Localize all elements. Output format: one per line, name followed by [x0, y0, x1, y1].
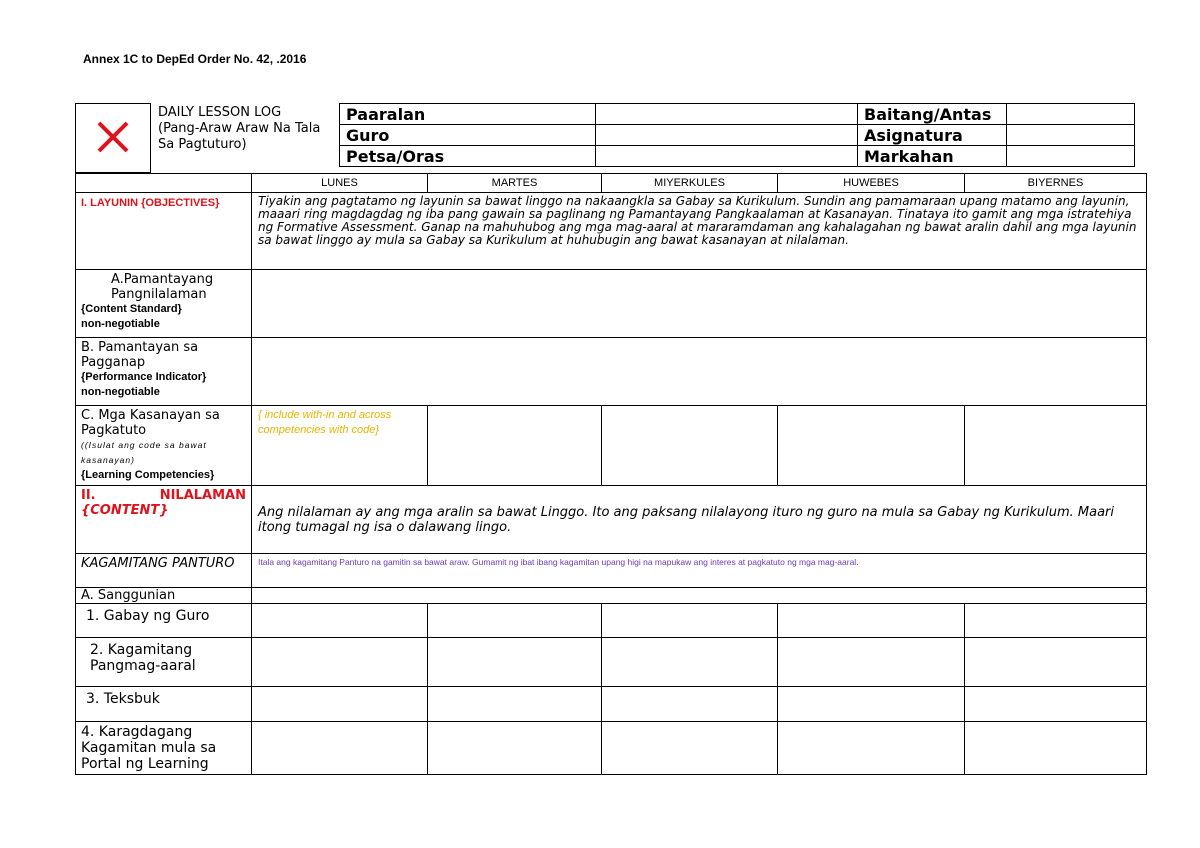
performance-row	[76, 338, 1147, 406]
reference-label: 4. Karagdagang Kagamitan mula sa Portal ng Learning	[76, 722, 252, 775]
reference-cell[interactable]	[965, 604, 1147, 638]
competencies-instruction: ((Isulat ang code sa bawat kasanayan)	[81, 440, 207, 465]
reference-cell[interactable]	[778, 604, 965, 638]
reference-cell[interactable]	[428, 638, 602, 687]
reference-cell[interactable]	[252, 722, 428, 775]
red-x-icon	[96, 120, 130, 154]
reference-cell[interactable]	[778, 687, 965, 722]
objectives-label: I. LAYUNIN {OBJECTIVES}	[81, 197, 220, 209]
field-label-asignatura: Asignatura	[858, 125, 1007, 146]
annex-reference: Annex 1C to DepEd Order No. 42, .2016	[83, 52, 307, 66]
reference-cell[interactable]	[602, 604, 778, 638]
sanggunian-cell[interactable]	[252, 588, 1147, 604]
performance-note: non-negotiable	[81, 386, 160, 398]
content-text: Ang nilalaman ay ang mga aralin sa bawat Linggo. Ito ang paksang nilalayong ituro ng guro na mula sa Gabay ng Kurikulum. Maari itong tumagal ng isa o dalawang lingo.	[252, 486, 1147, 554]
field-label-paaralan: Paaralan	[340, 104, 596, 125]
field-value-paaralan[interactable]	[596, 104, 858, 125]
day-header-row	[76, 174, 1147, 193]
field-value-baitang[interactable]	[1007, 104, 1135, 125]
performance-sub: {Performance Indicator}	[81, 371, 207, 383]
reference-cell[interactable]	[428, 687, 602, 722]
day-header: BIYERNES	[965, 174, 1147, 193]
header-fields	[339, 103, 1135, 167]
reference-cell[interactable]	[965, 638, 1147, 687]
kagamitan-label: KAGAMITANG PANTURO	[76, 554, 252, 588]
logo-placeholder	[75, 103, 151, 173]
reference-cell[interactable]	[252, 604, 428, 638]
document-title: DAILY LESSON LOG (Pang-Araw Araw Na Tala Sa Pagtuturo)	[158, 105, 321, 152]
reference-cell[interactable]	[602, 687, 778, 722]
content-row	[76, 486, 1147, 554]
reference-label: 1. Gabay ng Guro	[76, 604, 252, 638]
day-header: LUNES	[252, 174, 428, 193]
competencies-cell[interactable]	[428, 406, 602, 486]
competencies-title: C. Mga Kasanayan sa Pagkatuto	[81, 408, 220, 438]
reference-cell[interactable]	[252, 638, 428, 687]
content-standard-title: A.Pamantayang Pangnilalaman	[111, 272, 214, 302]
day-header: MIYERKULES	[602, 174, 778, 193]
competencies-cell[interactable]	[778, 406, 965, 486]
reference-row	[76, 722, 1147, 775]
reference-cell[interactable]	[252, 687, 428, 722]
reference-row	[76, 638, 1147, 687]
reference-label: 2. Kagamitang Pangmag-aaral	[76, 638, 252, 687]
reference-row	[76, 604, 1147, 638]
content-standard-sub: {Content Standard}	[81, 303, 182, 315]
reference-cell[interactable]	[428, 722, 602, 775]
reference-cell[interactable]	[778, 722, 965, 775]
field-value-petsa[interactable]	[596, 146, 858, 167]
competencies-row	[76, 406, 1147, 486]
objectives-text: Tiyakin ang pagtatamo ng layunin sa bawat linggo na nakaangkla sa Gabay sa Kurikulum. Sundin ang pamamaraan upang matamo ang layunin, maaari ring magdagdag ng iba pang gawain sa paglinang ng Pamantayang Pangkaalaman at Kasanayan. Tinataya ito gamit ang mga istratehiya ng Formative Assessment. Ganap na mahuhubog ang mga mag-aaral at mararamdaman ang kahalagahan ng bawat aralin dahil ang mga layunin sa bawat linggo ay mula sa Gabay sa Kurikulum at huhubugin ang bawat kasanayan at nilalaman.	[252, 193, 1147, 270]
field-value-asignatura[interactable]	[1007, 125, 1135, 146]
corner-cell	[76, 174, 252, 193]
competencies-sub: {Learning Competencies}	[81, 469, 215, 481]
lesson-log-header	[75, 103, 1146, 173]
reference-cell[interactable]	[965, 722, 1147, 775]
field-label-guro: Guro	[340, 125, 596, 146]
objectives-row	[76, 193, 1147, 270]
field-label-petsa: Petsa/Oras	[340, 146, 596, 167]
content-label: NILALAMAN	[159, 488, 246, 503]
competencies-hint: { include with-in and across competencies with code}	[252, 406, 428, 486]
content-standard-note: non-negotiable	[81, 318, 160, 330]
reference-cell[interactable]	[965, 687, 1147, 722]
performance-cell[interactable]	[252, 338, 1147, 406]
content-standard-cell[interactable]	[252, 270, 1147, 338]
content-standard-row	[76, 270, 1147, 338]
content-label-number: II.	[81, 488, 96, 503]
kagamitan-text: Itala ang kagamitang Panturo na gamitin sa bawat araw. Gumamit ng ibat ibang kagamitan upang higi na mapukaw ang interes at pagkatuto ng mga mag-aaral.	[252, 554, 1147, 588]
day-header: HUWEBES	[778, 174, 965, 193]
performance-title: B. Pamantayan sa Pagganap	[81, 340, 199, 370]
lesson-log-table	[75, 173, 1147, 775]
field-label-markahan: Markahan	[858, 146, 1007, 167]
sanggunian-label: A. Sanggunian	[76, 588, 252, 604]
reference-cell[interactable]	[778, 638, 965, 687]
reference-row	[76, 687, 1147, 722]
reference-cell[interactable]	[602, 722, 778, 775]
reference-cell[interactable]	[428, 604, 602, 638]
reference-cell[interactable]	[602, 638, 778, 687]
competencies-cell[interactable]	[602, 406, 778, 486]
content-label-en: {CONTENT}	[81, 503, 169, 518]
field-value-guro[interactable]	[596, 125, 858, 146]
competencies-cell[interactable]	[965, 406, 1147, 486]
day-header: MARTES	[428, 174, 602, 193]
reference-label: 3. Teksbuk	[76, 687, 252, 722]
field-value-markahan[interactable]	[1007, 146, 1135, 167]
sanggunian-row	[76, 588, 1147, 604]
field-label-baitang: Baitang/Antas	[858, 104, 1007, 125]
kagamitan-row	[76, 554, 1147, 588]
